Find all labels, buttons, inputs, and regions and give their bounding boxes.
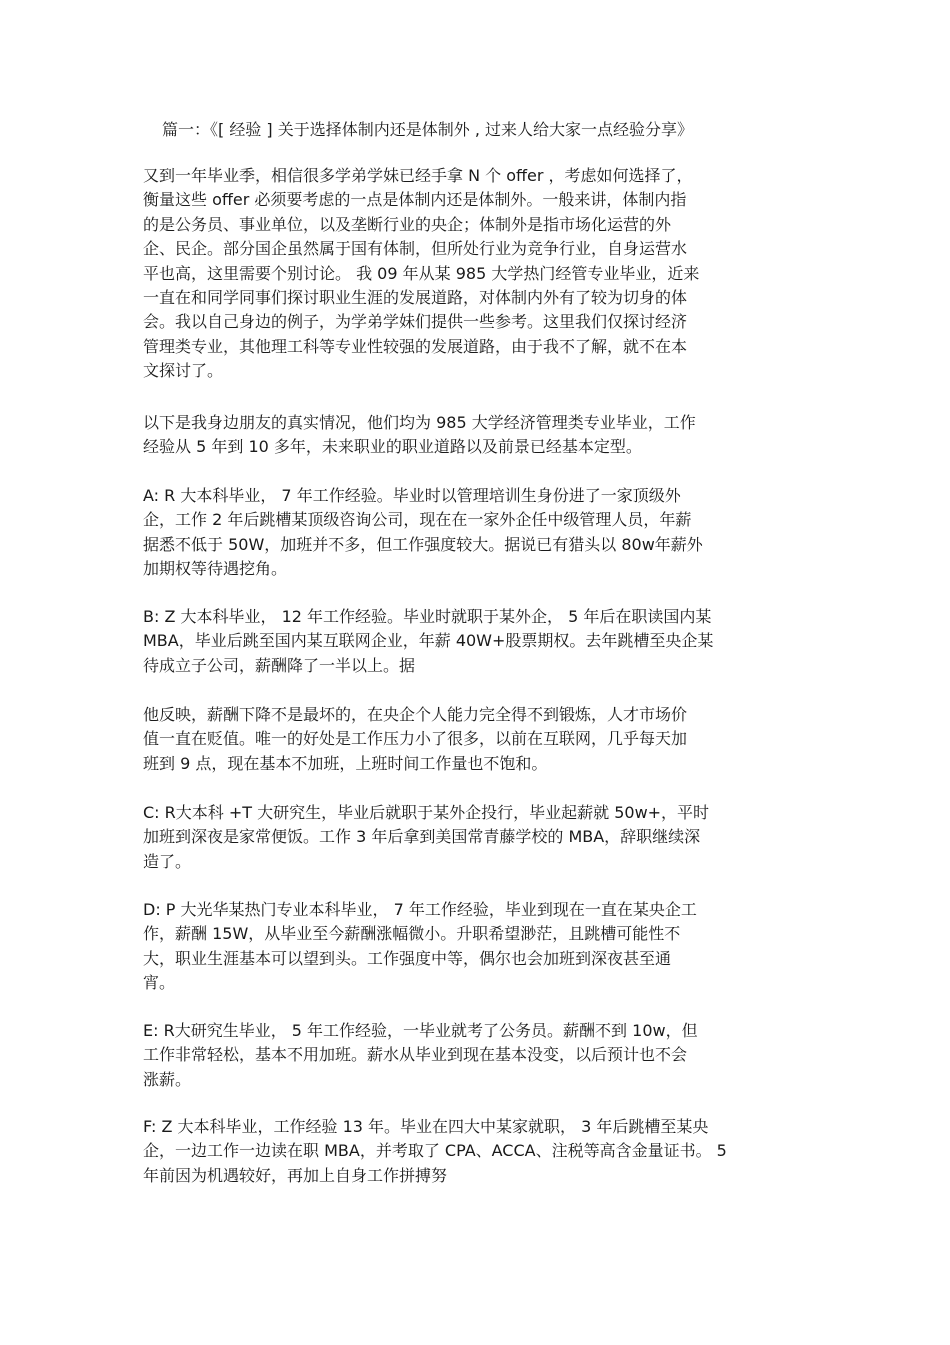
paragraph-friends-intro: [143, 411, 813, 460]
text-line: A: R 大本科毕业， 7 年工作经验。毕业时以管理培训生身份进了一家顶级外: [143, 486, 681, 505]
text-line: 平也高，这里需要个别讨论。 我 09 年从某 985 大学热门经管专业毕业，近来: [143, 263, 700, 283]
text-line: 工作非常轻松，基本不用加班。薪水从毕业到现在基本没变，以后预计也不会: [143, 1045, 688, 1065]
text-line: 一直在和同学同事们探讨职业生涯的发展道路，对体制内外有了较为切身的体: [143, 288, 688, 308]
text-line: 经验从 5 年到 10 多年，未来职业的职业道路以及前景已经基本定型。: [143, 437, 642, 457]
text-line: 又到一年毕业季，相信很多学弟学妹已经手拿 N 个 offer ，考虑如何选择了，: [143, 166, 693, 185]
paragraph-case-b-continued: [143, 703, 813, 776]
text-line: 会。我以自己身边的例子，为学弟学妹们提供一些参考。这里我们仅探讨经济: [143, 312, 688, 332]
text-line: 年前因为机遇较好，再加上自身工作拼搏努: [143, 1165, 448, 1185]
text-line: 据悉不低于 50W，加班并不多，但工作强度较大。据说已有猎头以 80w年薪外: [143, 534, 703, 554]
paragraph-case-f: [143, 1115, 813, 1188]
text-line: C: R大本科 +T 大研究生，毕业后就职于某外企投行，毕业起薪就 50w+，平时: [143, 803, 710, 822]
text-line: 他反映，薪酬下降不是最坏的，在央企个人能力完全得不到锻炼，人才市场价: [143, 705, 688, 724]
text-line: 企、民企。部分国企虽然属于国有体制，但所处行业为竞争行业，自身运营水: [143, 239, 688, 259]
text-line: 文探讨了。: [143, 361, 224, 381]
text-line: 待成立子公司，薪酬降了一半以上。据: [143, 655, 416, 675]
text-line: 作，薪酬 15W，从毕业至今薪酬涨幅微小。升职希望渺茫，且跳槽可能性不: [143, 924, 681, 944]
paragraph-case-e: [143, 1019, 813, 1092]
text-line: 涨薪。: [143, 1069, 192, 1089]
text-line: 大，职业生涯基本可以望到头。工作强度中等，偶尔也会加班到深夜甚至通: [143, 948, 672, 968]
text-line: 班到 9 点，现在基本不加班，上班时间工作量也不饱和。: [143, 753, 548, 773]
text-line: 造了。: [143, 851, 192, 871]
text-line: 企，一边工作一边读在职 MBA，并考取了 CPA、ACCA、注税等高含金量证书。 5: [143, 1141, 727, 1161]
paragraph-case-d: [143, 898, 813, 996]
text-line: 衡量这些 offer 必须要考虑的一点是体制内还是体制外。一般来讲，体制内指: [143, 190, 687, 210]
text-line: B: Z 大本科毕业， 12 年工作经验。毕业时就职于某外企， 5 年后在职读国内某: [143, 607, 712, 626]
text-line: 宵。: [143, 973, 176, 993]
text-line: 以下是我身边朋友的真实情况，他们均为 985 大学经济管理类专业毕业，工作: [143, 413, 696, 432]
paragraph-case-b: [143, 605, 813, 678]
text-line: 加期权等待遇挖角。: [143, 559, 288, 579]
paragraph-intro: [143, 164, 813, 384]
text-line: 企，工作 2 年后跳槽某顶级咨询公司，现在在一家外企任中级管理人员，年薪: [143, 510, 692, 530]
text-line: 加班到深夜是家常便饭。工作 3 年后拿到美国常青藤学校的 MBA，辞职继续深: [143, 827, 701, 847]
text-line: MBA，毕业后跳至国内某互联网企业，年薪 40W+股票期权。去年跳槽至央企某: [143, 631, 714, 651]
text-line: E: R大研究生毕业， 5 年工作经验，一毕业就考了公务员。薪酬不到 10w，但: [143, 1021, 698, 1040]
text-line: 的是公务员、事业单位，以及垄断行业的央企；体制外是指市场化运营的外: [143, 214, 672, 234]
paragraph-case-a: [143, 484, 813, 582]
text-line: F: Z 大本科毕业，工作经验 13 年。毕业在四大中某家就职， 3 年后跳槽至某央: [143, 1117, 709, 1136]
text-line: 管理类专业，其他理工科等专业性较强的发展道路，由于我不了解，就不在本: [143, 336, 688, 356]
text-line: 值一直在贬值。唯一的好处是工作压力小了很多，以前在互联网，几乎每天加: [143, 729, 688, 749]
text-line: D: P 大光华某热门专业本科毕业， 7 年工作经验，毕业到现在一直在某央企工: [143, 900, 697, 919]
article-title: 篇一：《[ 经验 ] 关于选择体制内还是体制外 , 过来人给大家一点经验分享》: [162, 120, 694, 139]
paragraph-case-c: [143, 801, 813, 874]
